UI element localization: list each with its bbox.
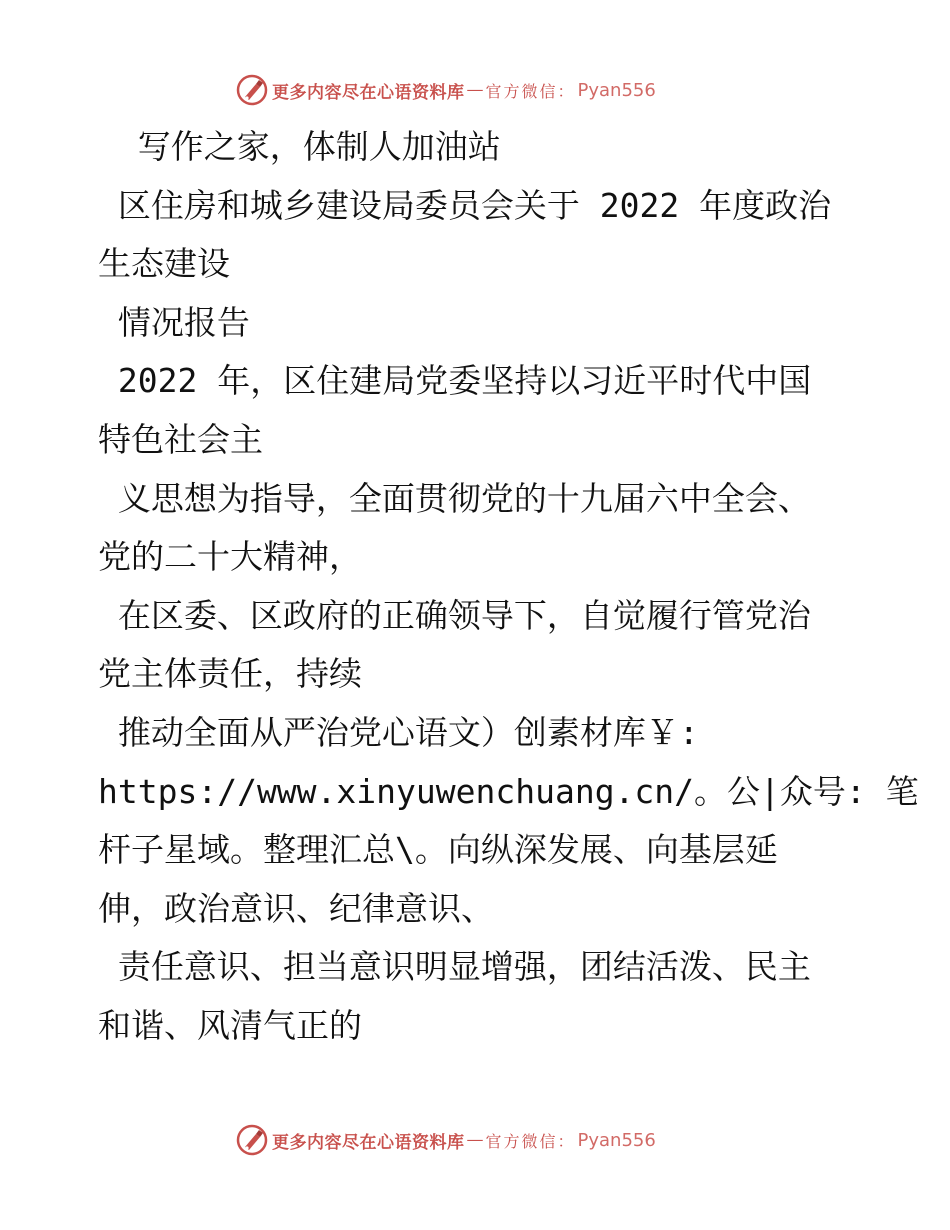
text-line: 责任意识、担当意识明显增强，团结活泼、民主 — [98, 947, 811, 987]
text-line: 区住房和城乡建设局委员会关于 2022 年度政治 — [98, 185, 832, 225]
banner-dash: — — [466, 80, 484, 100]
banner-channel: 官方微信： — [485, 81, 576, 101]
text-line: 在区委、区政府的正确领导下，自觉履行管党治 — [98, 595, 811, 635]
header-banner — [236, 73, 656, 107]
text-line: 伸，政治意识、纪律意识、 — [98, 888, 494, 928]
text-line: 党的二十大精神， — [98, 537, 362, 577]
text-line: 写作之家，体制人加油站 — [98, 127, 501, 166]
text-line: 特色社会主 — [98, 419, 263, 459]
text-line: 生态建设 — [98, 244, 230, 284]
text-line: 和谐、风清气正的 — [98, 1005, 362, 1045]
banner-title: 更多内容尽在心语资料库 — [272, 1132, 465, 1153]
text-line: 情况报告 — [98, 302, 250, 342]
document-body — [98, 118, 919, 1056]
pen-logo-icon — [236, 1124, 268, 1156]
pen-logo-icon — [236, 74, 268, 106]
footer-banner — [236, 1123, 656, 1157]
banner-wechat-id: Pyan556 — [577, 1129, 656, 1151]
text-line: 杆子星域。整理汇总\。向纵深发展、向基层延 — [98, 830, 778, 870]
banner-wechat-id: Pyan556 — [577, 79, 656, 101]
text-line: 推动全面从严治党心语文）创素材库￥: — [98, 712, 699, 752]
text-line: 2022 年，区住建局党委坚持以习近平时代中国 — [98, 361, 812, 401]
text-line: 党主体责任，持续 — [98, 654, 362, 694]
banner-channel: 官方微信： — [485, 1131, 576, 1151]
banner-title: 更多内容尽在心语资料库 — [272, 82, 465, 103]
text-line-url: https://www.xinyuwenchuang.cn/。公|众号: 笔 — [98, 771, 919, 811]
text-line: 义思想为指导，全面贯彻党的十九届六中全会、 — [98, 478, 811, 518]
banner-dash: — — [466, 1130, 484, 1150]
